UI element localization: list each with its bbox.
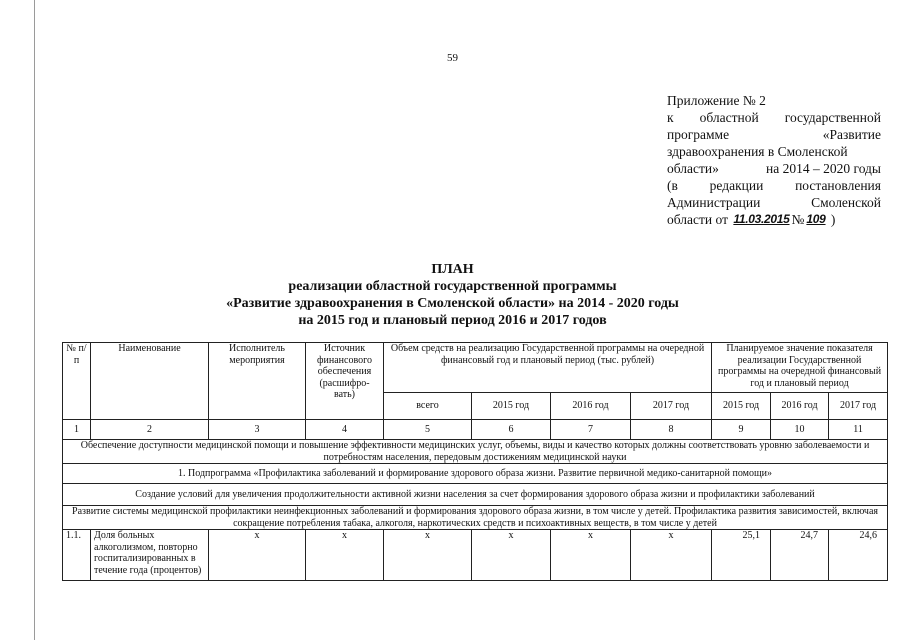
plan-table: [62, 342, 888, 581]
plan-subtitle: на 2015 год и плановый период 2016 и 2017 годов: [298, 313, 607, 328]
header-funds: Объем средств на реализацию Государственной программы на очередной финансовый год и плановый период (тыс. рублей): [384, 343, 712, 393]
handwritten-date: 11.03.2015: [733, 212, 790, 226]
section-row: [63, 440, 888, 464]
row-ind-2015: 25,1: [712, 530, 771, 581]
header-executor: Исполнитель мероприятия: [209, 343, 306, 420]
appendix-line: [667, 194, 881, 211]
appendix-word: «Развитие: [822, 127, 881, 142]
appendix-line: здравоохранения в Смоленской: [667, 144, 848, 159]
header-name: Наименование: [91, 343, 209, 420]
column-number-row: [63, 420, 888, 440]
appendix-line: [667, 177, 881, 194]
column-number: 6: [472, 420, 551, 440]
column-number: 10: [771, 420, 829, 440]
row-source: х: [306, 530, 384, 581]
column-number: 7: [551, 420, 631, 440]
row-2017: х: [631, 530, 712, 581]
header-indicator: Планируемое значение показателя реализации Государственной программы на очередной финансовый год и плановый период: [712, 343, 888, 393]
column-number: 2: [91, 420, 209, 440]
section-row: [63, 464, 888, 484]
row-total: х: [384, 530, 472, 581]
appendix-word: областной: [699, 110, 759, 125]
header-indicator-2015: 2015 год: [712, 393, 771, 420]
number-sign: №: [791, 212, 805, 227]
appendix-word: государственной: [784, 110, 881, 125]
row-2015: х: [472, 530, 551, 581]
header-source: Источник финансового обеспечения (расшифро-вать): [306, 343, 384, 420]
closing-paren: ): [830, 212, 836, 227]
handwritten-doc-number: 109: [806, 212, 826, 226]
column-number: 11: [829, 420, 888, 440]
section-row: [63, 506, 888, 530]
plan-subtitle: реализации областной государственной программы: [288, 279, 617, 294]
column-number: 4: [306, 420, 384, 440]
header-funds-2015: 2015 год: [472, 393, 551, 420]
appendix-word: к: [667, 110, 674, 125]
appendix-word: области»: [667, 161, 719, 176]
row-name: Доля больных алкоголизмом, повторно госпитализированных в течение года (процентов): [91, 530, 209, 581]
appendix-word: постановления: [795, 178, 881, 193]
table-row: [63, 530, 888, 581]
page-number: 59: [447, 52, 458, 64]
appendix-date-prefix: области от: [667, 212, 728, 227]
row-ind-2017: 24,6: [829, 530, 888, 581]
column-number: 1: [63, 420, 91, 440]
appendix-word: (в: [667, 178, 678, 193]
column-number: 5: [384, 420, 472, 440]
appendix-line: Приложение № 2: [667, 93, 766, 108]
section-row: [63, 484, 888, 506]
appendix-line: [667, 126, 881, 143]
header-funds-2017: 2017 год: [631, 393, 712, 420]
header-indicator-2016: 2016 год: [771, 393, 829, 420]
plan-title: ПЛАН: [431, 262, 474, 277]
row-executor: х: [209, 530, 306, 581]
section-subprogram: 1. Подпрограмма «Профилактика заболеваний и формирование здорового образа жизни. Развитие первичной медико-санитарной помощи»: [63, 464, 888, 484]
appendix-word: Смоленской: [811, 195, 881, 210]
appendix-word: на 2014 – 2020 годы: [766, 161, 881, 176]
appendix-word: Администрации: [667, 195, 761, 210]
column-number: 3: [209, 420, 306, 440]
header-row: [63, 343, 888, 393]
appendix-word: программе: [667, 127, 730, 142]
row-num: 1.1.: [63, 530, 91, 581]
section-objective: Создание условий для увеличения продолжительности активной жизни населения за счет формирования здорового образа жизни и профилактики заболеваний: [63, 484, 888, 506]
appendix-line: [667, 211, 881, 228]
header-funds-2016: 2016 год: [551, 393, 631, 420]
appendix-block: [667, 92, 881, 228]
header-funds-total: всего: [384, 393, 472, 420]
row-2016: х: [551, 530, 631, 581]
plan-subtitle: «Развитие здравоохранения в Смоленской области» на 2014 - 2020 годы: [226, 296, 679, 311]
appendix-line: [667, 109, 881, 126]
appendix-word: редакции: [709, 178, 764, 193]
section-goal: Обеспечение доступности медицинской помощи и повышение эффективности медицинских услуг, объемы, виды и качество которых должны соответствовать уровню заболеваемости и потребностям населения, передовым достижениям медицинской науки: [63, 440, 888, 464]
column-number: 9: [712, 420, 771, 440]
row-ind-2016: 24,7: [771, 530, 829, 581]
column-number: 8: [631, 420, 712, 440]
header-indicator-2017: 2017 год: [829, 393, 888, 420]
section-task: Развитие системы медицинской профилактики неинфекционных заболеваний и формирования здорового образа жизни, в том числе у детей. Профилактика развития зависимостей, включая сокращение потребления табака, алкоголя, наркотических средств и психоактивных веществ, в том числе у детей: [63, 506, 888, 530]
header-num: № п/п: [63, 343, 91, 420]
appendix-line: [667, 160, 881, 177]
